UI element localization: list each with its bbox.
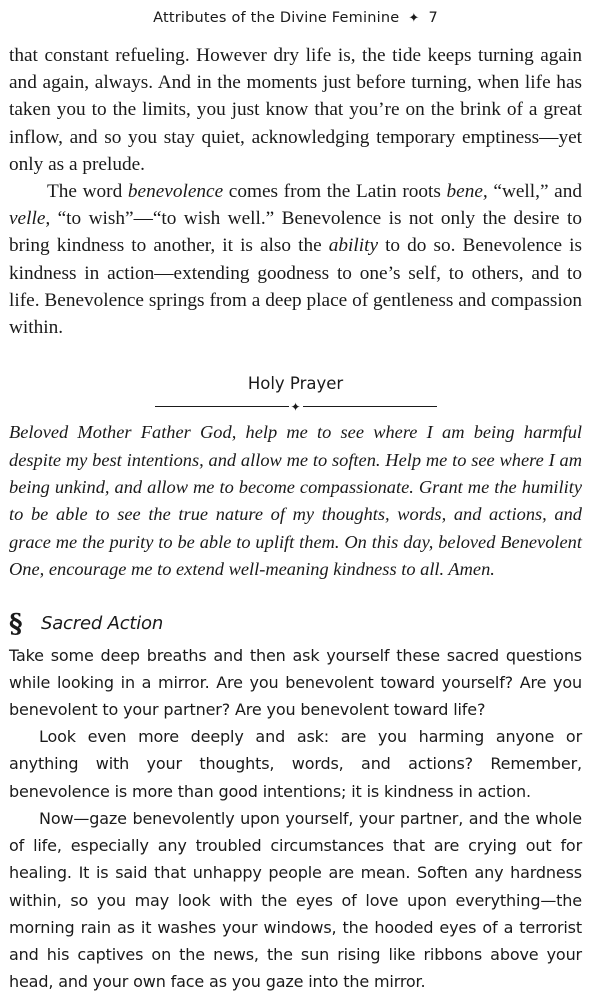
paragraph-text: “to wish”—“to wish well.” Benevolence is not only the desire to bring kindness to another, it is also the xyxy=(9,208,582,257)
italic-term: bene, xyxy=(446,181,488,203)
prayer-divider xyxy=(155,399,437,413)
sacred-action-paragraph-1: Take some deep breaths and then ask yourself these sacred questions while looking in a mirror. Are you benevolent toward yourself? Are you benevolent to your partner? Are you benevolent toward life? xyxy=(9,645,582,720)
running-head xyxy=(9,6,582,30)
paragraph-text: to do so. Benevolence is kindness in action—extending goodness to one’s self, to others, and to life. Benevolence springs from a deep place of gentleness and compassion within. xyxy=(9,235,582,339)
sacred-action-title: Sacred Action xyxy=(41,613,164,635)
paragraph-text: comes from the Latin roots xyxy=(223,181,447,203)
sacred-action-heading xyxy=(9,610,582,638)
prayer-text: Beloved Mother Father God, help me to see where I am being harmful despite my best intentions, and allow me to soften. Help me to see where I am being unkind, and allow me to become compassionate. Grant me the humility to be able to see the true nature of my thoughts, words, and actions, and grace me the purity to be able to uplift them. On this day, beloved Benevolent One, encourage me to extend well-meaning kindness to all. Amen. xyxy=(9,422,582,580)
running-head-title: Attributes of the Divine Feminine xyxy=(153,10,400,26)
italic-term: ability xyxy=(328,235,379,257)
page-number: 7 xyxy=(428,10,438,26)
body-paragraph-1: that constant refueling. However dry life is, the tide keeps turning again and again, always. And in the moments just before turning, when life has taken you to the limits, you just know that you’re on the brink of a great inflow, and so you stay quiet, acknowledging temporary emptiness—yet only as a prelude. xyxy=(9,45,582,175)
prayer-heading: Holy Prayer xyxy=(247,374,344,394)
sacred-action-paragraph-3: Now—gaze benevolently upon yourself, your partner, and the whole of life, especially any troubled circumstances that are crying out for healing. It is said that unhappy people are mean. Soften any hardness within, so you may look with the eyes of love upon everything—the morning rain as it washes your windows, the hooded eyes of a terrorist and his captives on the news, the sun rising like ribbons above your head, and your own face as you gaze into the mirror. xyxy=(9,808,582,992)
body-paragraph-2 xyxy=(9,178,582,341)
running-head-separator-icon: ✦ xyxy=(408,11,420,26)
divider-star-icon: ✦ xyxy=(290,400,301,415)
spiral-ornament-icon: § xyxy=(9,608,23,639)
italic-term: velle, xyxy=(9,208,51,230)
paragraph-text: “well,” and xyxy=(487,181,582,203)
sacred-action-paragraph-2: Look even more deeply and ask: are you harming anyone or anything with your thoughts, words, and actions? Remember, benevolence is more than good intentions; it is kindness in action. xyxy=(9,727,582,801)
italic-term: benevolence xyxy=(127,181,224,203)
paragraph-text: The word xyxy=(47,181,128,203)
